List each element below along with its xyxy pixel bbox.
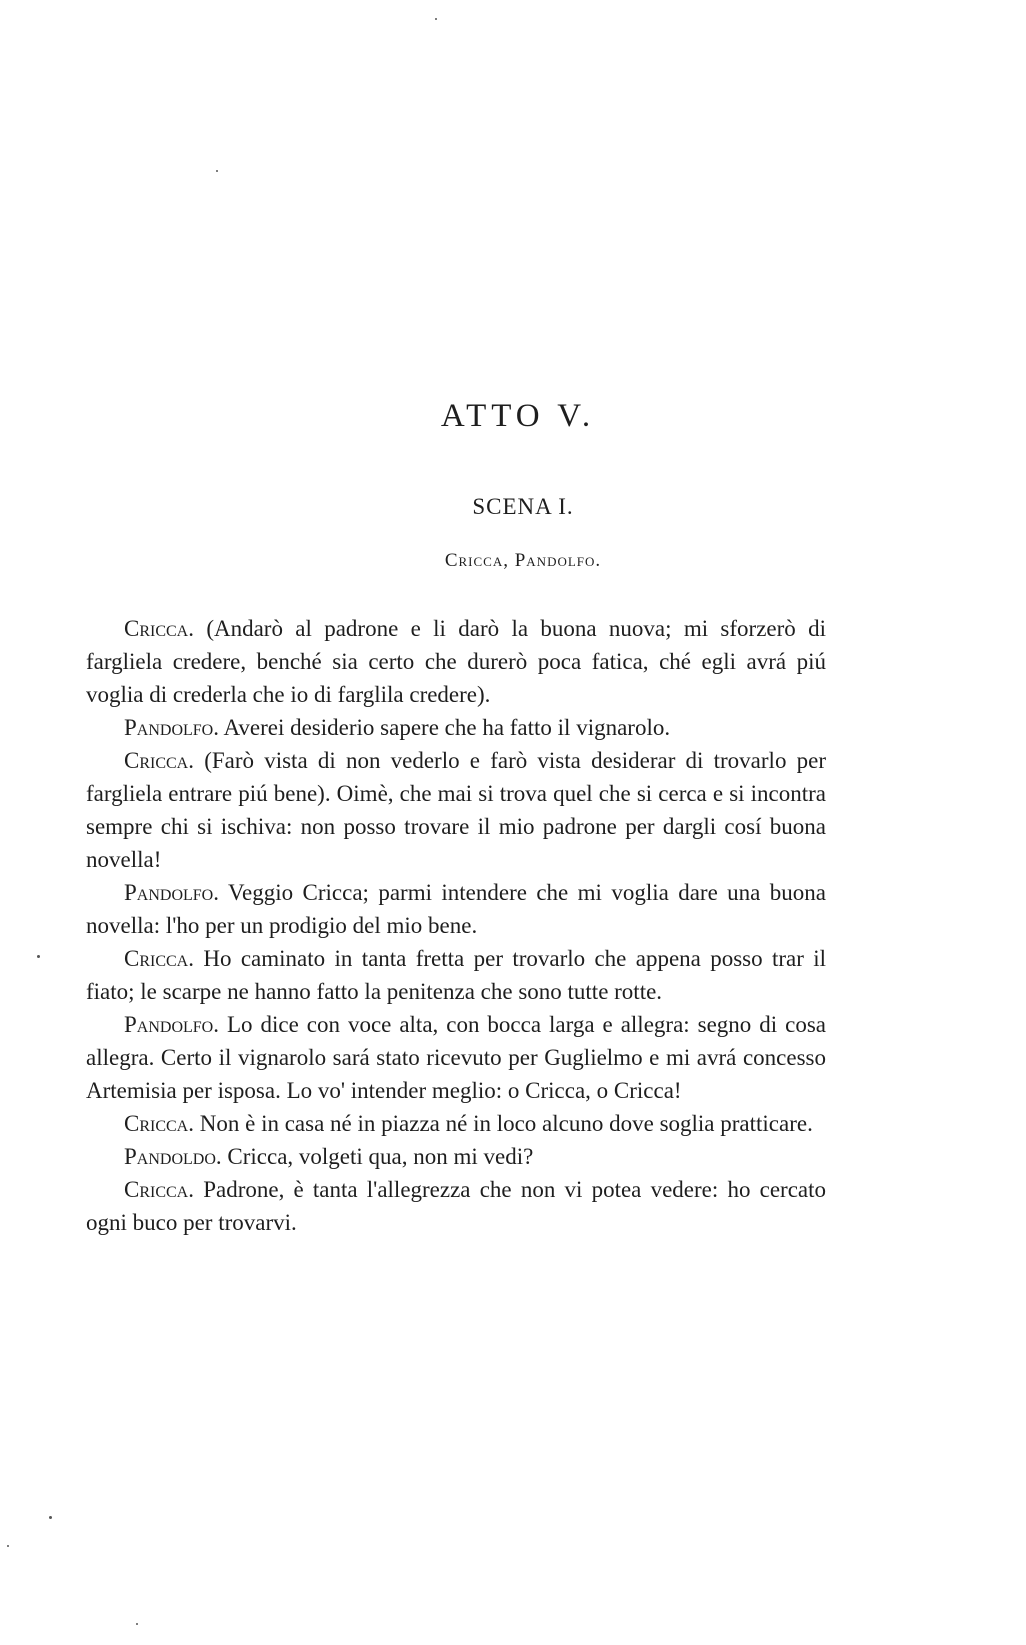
speech [86,942,826,1008]
scan-speck [49,1516,52,1519]
speech-text: Lo dice con voce alta, con bocca larga e allegra: segno di cosa allegra. Certo il vignarolo sará stato ricevuto per Guglielmo e mi avrá concesso Artemisia per isposa. Lo vo' intender meglio: o Cricca, o Cricca! [86,1012,826,1103]
speech-text: Cricca, volgeti qua, non mi vedi? [227,1144,534,1169]
act-title: ATTO V. [440,398,596,434]
speaker-name: Cricca. [124,616,194,641]
speech-text: Averei desiderio sapere che ha fatto il vignarolo. [223,715,671,740]
speaker-name: Cricca. [124,946,194,971]
scene-title: SCENA I. [472,494,574,519]
speech [86,612,826,711]
speech-text: Padrone, è tanta l'allegrezza che non vi potea vedere: ho cercato ogni buco per trovarvi. [86,1177,827,1235]
speech [86,711,826,744]
speaker-name: Pandolfo. [124,715,219,740]
speech [86,744,826,876]
scan-speck [435,18,437,20]
speech-text: Veggio Cricca; parmi intendere che mi voglia dare una buona novella: l'ho per un prodigio del mio bene. [86,880,826,938]
speaker-name: Pandolfo. [124,1012,219,1037]
dialogue [86,612,826,1239]
speaker-name: Pandolfo. [124,880,219,905]
scan-speck [7,1545,9,1547]
speaker-name: Cricca. [124,748,194,773]
scan-speck [37,955,40,958]
speech [86,876,826,942]
scan-speck [216,170,218,172]
speaker-name: Cricca. [124,1177,194,1202]
scan-speck [136,1623,138,1625]
speech-text: (Andarò al padrone e li darò la buona nuova; mi sforzerò di fargliela credere, benché sia certo che durerò poca fatica, ché egli avrá piú voglia di crederla che io di farglila credere). [86,616,826,707]
speech-text: Non è in casa né in piazza né in loco alcuno dove soglia pratticare. [199,1111,813,1136]
scene-characters: Cricca, Pandolfo. [444,550,602,571]
speech [86,1008,826,1107]
speaker-name: Pandoldo. [124,1144,222,1169]
speech [86,1107,826,1140]
speech-text: Ho caminato in tanta fretta per trovarlo che appena posso trar il fiato; le scarpe ne hanno fatto la penitenza che sono tutte rotte. [86,946,827,1004]
speech [86,1173,826,1239]
speech-text: (Farò vista di non vederlo e farò vista desiderar di trovarlo per fargliela entrare piú bene). Oimè, che mai si trova quel che si cerca e si incontra sempre chi si ischiva: non posso trovare il mio padrone per dargli cosí buona novella! [86,748,827,872]
speech [86,1140,826,1173]
speaker-name: Cricca. [124,1111,194,1136]
